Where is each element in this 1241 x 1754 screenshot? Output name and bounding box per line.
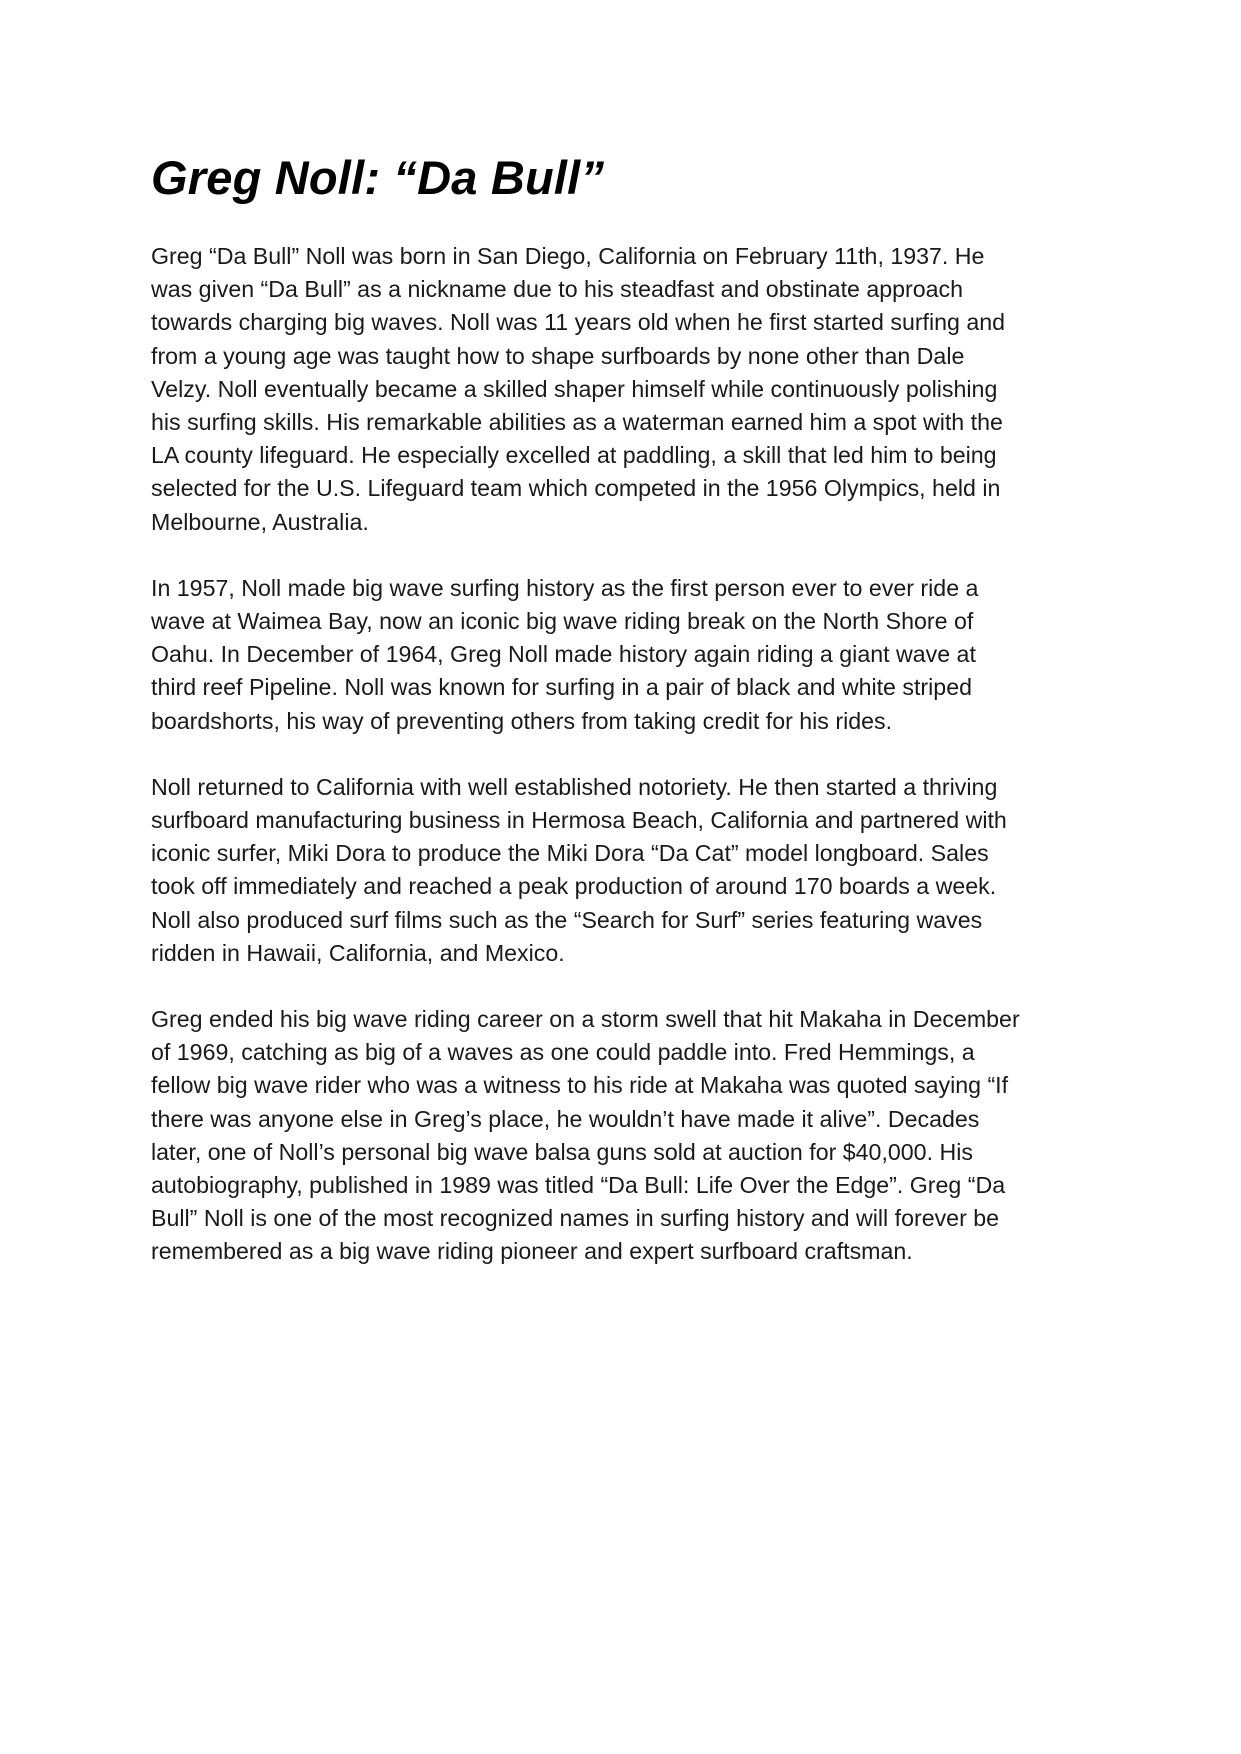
paragraph-line: boardshorts, his way of preventing others from taking credit for his rides. [151,707,893,734]
paragraph-line: from a young age was taught how to shape surfboards by none other than Dale [151,342,965,369]
paragraph-line: Noll also produced surf films such as the “Search for Surf” series featuring waves [151,906,983,933]
paragraph-line: LA county lifeguard. He especially excelled at paddling, a skill that led him to being [151,442,997,469]
paragraph-line: took off immediately and reached a peak production of around 170 boards a week. [151,873,997,900]
paragraph-line: Melbourne, Australia. [151,508,369,535]
paragraph-line: third reef Pipeline. Noll was known for surfing in a pair of black and white striped [151,674,972,701]
paragraph-line: towards charging big waves. Noll was 11 years old when he first started surfing and [151,309,1006,336]
paragraph-line: Bull” Noll is one of the most recognized names in surfing history and will forever be [151,1205,1000,1232]
paragraph [151,771,1111,970]
paragraph-line: Noll returned to California with well established notoriety. He then started a thriving [151,773,998,800]
paragraph-line: his surfing skills. His remarkable abilities as a waterman earned him a spot with the [151,409,1003,436]
paragraph-line: fellow big wave rider who was a witness to his ride at Makaha was quoted saying “If [151,1072,1009,1099]
document-title: Greg Noll: “Da Bull” [151,151,605,204]
paragraph-line: selected for the U.S. Lifeguard team which competed in the 1956 Olympics, held in [151,475,1001,502]
paragraph-line: ridden in Hawaii, California, and Mexico. [151,939,565,966]
paragraph-line: Greg ended his big wave riding career on a storm swell that hit Makaha in December [151,1006,1020,1033]
paragraph-line: autobiography, published in 1989 was titled “Da Bull: Life Over the Edge”. Greg “Da [151,1172,1006,1199]
paragraph-line: In 1957, Noll made big wave surfing history as the first person ever to ever ride a [151,574,979,601]
paragraph-line: there was anyone else in Greg’s place, he wouldn’t have made it alive”. Decades [151,1105,980,1132]
paragraph [151,240,1111,539]
paragraph-line: surfboard manufacturing business in Hermosa Beach, California and partnered with [151,807,1007,834]
document-content [151,148,1111,1302]
paragraph-line: iconic surfer, Miki Dora to produce the Miki Dora “Da Cat” model longboard. Sales [151,840,989,867]
document-body [151,240,1111,1269]
paragraph-line: Greg “Da Bull” Noll was born in San Diego, California on February 11th, 1937. He [151,243,985,269]
paragraph-line: of 1969, catching as big of a waves as one could paddle into. Fred Hemmings, a [151,1039,975,1066]
paragraph-line: Velzy. Noll eventually became a skilled shaper himself while continuously polishing [151,375,998,402]
paragraph-line: wave at Waimea Bay, now an iconic big wave riding break on the North Shore of [151,608,974,635]
paragraph [151,1003,1111,1269]
paragraph-line: Oahu. In December of 1964, Greg Noll made history again riding a giant wave at [151,641,976,668]
paragraph-line: later, one of Noll’s personal big wave balsa guns sold at auction for $40,000. His [151,1138,973,1165]
paragraph-line: was given “Da Bull” as a nickname due to his steadfast and obstinate approach [151,276,964,303]
paragraph [151,572,1111,738]
paragraph-line: remembered as a big wave riding pioneer and expert surfboard craftsman. [151,1238,913,1265]
